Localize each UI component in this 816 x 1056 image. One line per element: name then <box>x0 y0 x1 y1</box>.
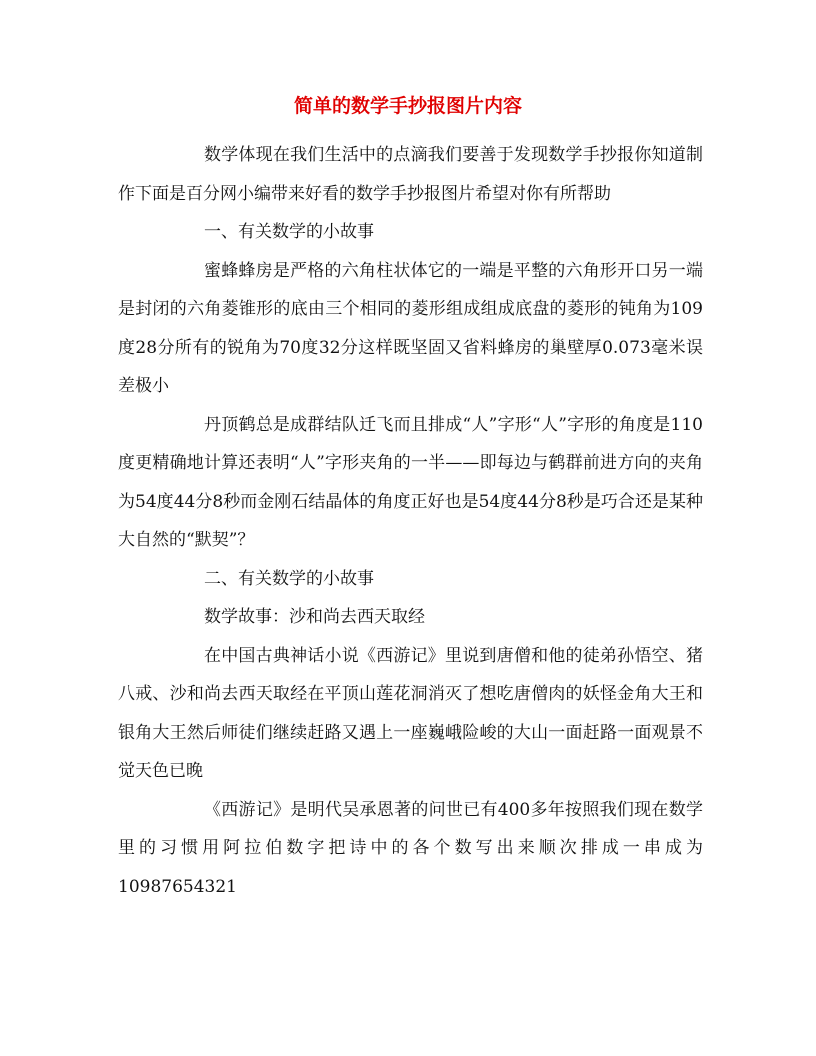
section-heading-1: 一、有关数学的小故事 <box>204 222 374 242</box>
document-body <box>118 136 703 906</box>
paragraph-honeycomb: 蜜蜂蜂房是严格的六角柱状体它的一端是平整的六角形开口另一端是封闭的六角菱锥形的底由三个相同的菱形组成组成底盘的菱形的钝角为109度28分所有的锐角为70度32分这样既坚固又省料蜂房的巢壁厚0.073毫米误差极小 <box>118 260 703 396</box>
section-heading-2: 二、有关数学的小故事 <box>204 568 374 589</box>
paragraph-intro: 数学体现在我们生活中的点滴我们要善于发现数学手抄报你知道制作下面是百分网小编带来好看的数学手抄报图片希望对你有所帮助 <box>118 145 703 204</box>
paragraph-journey: 在中国古典神话小说《西游记》里说到唐僧和他的徒弟孙悟空、猪八戒、沙和尚去西天取经在平顶山莲花洞消灭了想吃唐僧肉的妖怪金角大王和银角大王然后师徒们继续赶路又遇上一座巍峨险峻的大山一面赶路一面观景不觉天色已晚 <box>118 645 703 781</box>
story-title: 数学故事：沙和尚去西天取经 <box>204 607 425 627</box>
paragraph-crane: 丹顶鹤总是成群结队迁飞而且排成“人”字形“人”字形的角度是110度更精确地计算还表明“人”字形夹角的一半——即每边与鹤群前进方向的夹角为54度44分8秒而金刚石结晶体的角度正好也是54度44分8秒是巧合还是某种大自然的“默契”？ <box>118 414 703 550</box>
document-title: 简单的数学手抄报图片内容 <box>293 95 522 117</box>
paragraph-numbers: 《西游记》是明代吴承恩著的问世已有400多年按照我们现在数学里的习惯用阿拉伯数字把诗中的各个数写出来顺次排成一串成为10987654321 <box>118 799 703 897</box>
